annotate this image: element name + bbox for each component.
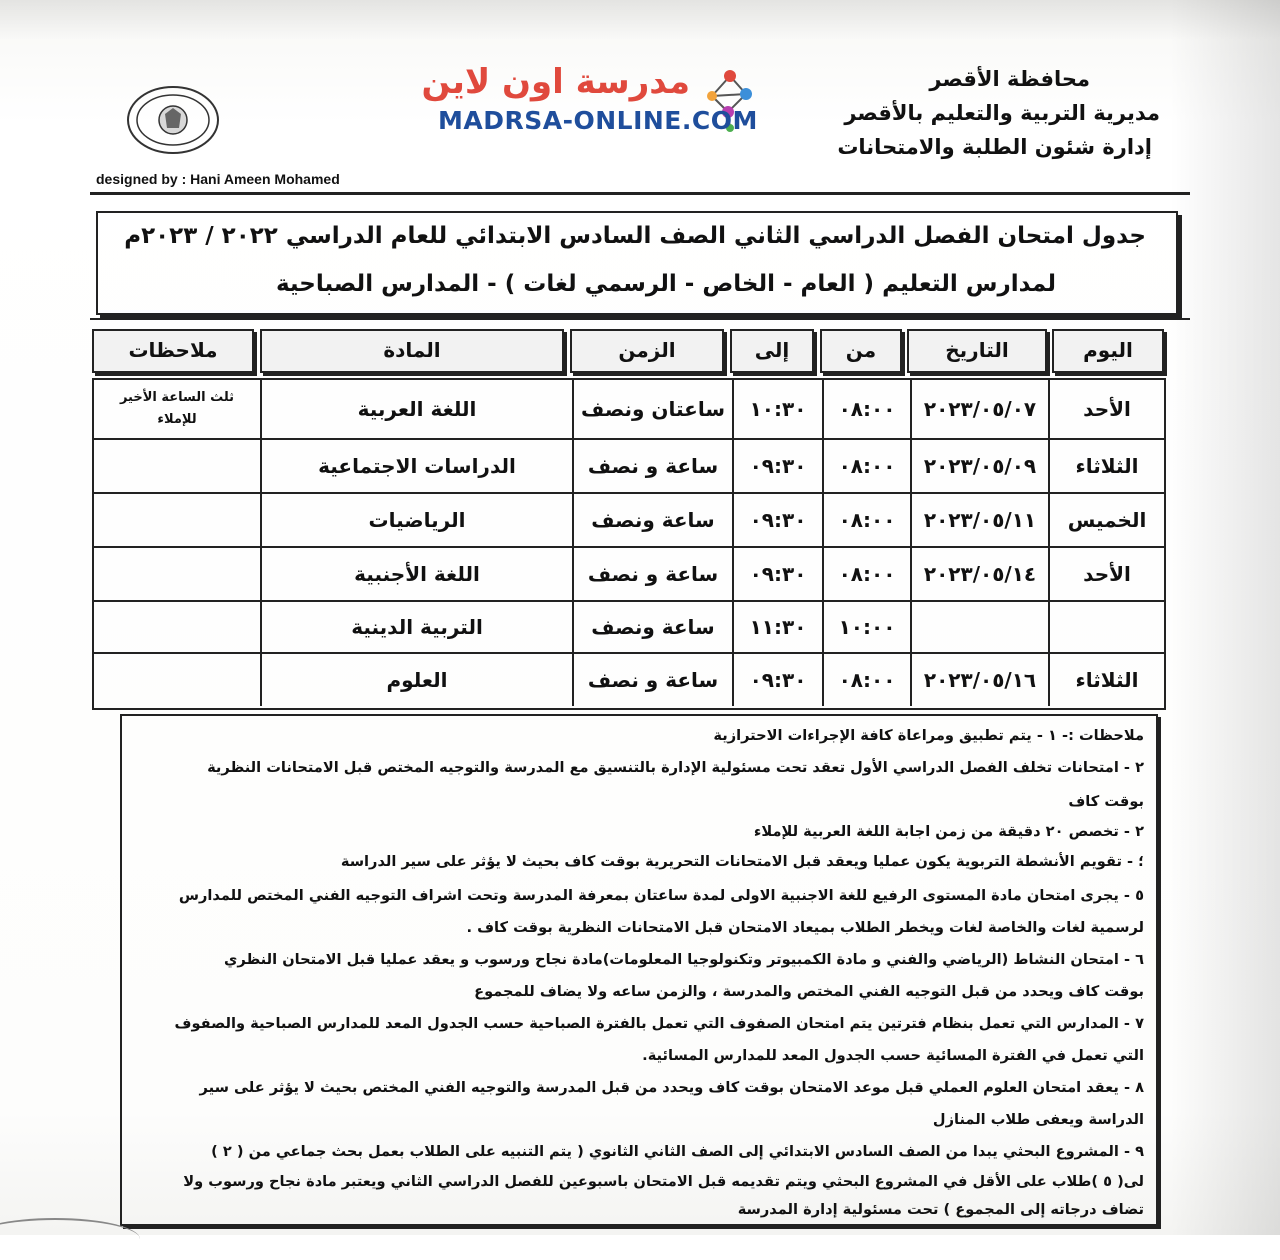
notes-cell-line1: ثلث الساعة الأخير [119, 390, 235, 405]
note-line: الدراسة ويعفى طلاب المنازل [932, 1111, 1144, 1128]
day-cell: الثلاثاء [1048, 440, 1164, 492]
subject-cell: الدراسات الاجتماعية [260, 440, 572, 492]
logo-arabic-text: مدرسة اون لاين [421, 62, 690, 102]
directorate-label: مديرية التربية والتعليم بالأقصر [844, 101, 1160, 125]
note-line: لى( ٥ )طلاب على الأقل في المشروع البحثي ويتم تقديمه قبل الامتحان باسبوعين للفصل الدراسي الثاني ويعتبر مادة نجاح ورسوب ولا [183, 1173, 1144, 1190]
to-cell: ١٠:٣٠ [732, 380, 822, 438]
day-cell: الأحد [1048, 380, 1164, 438]
note-line: لرسمية لغات والخاصة لغات ويخطر الطلاب بميعاد الامتحان قبل الامتحانات النظرية بوقت كاف . [466, 919, 1144, 936]
note-line: ٢ - امتحانات تخلف الفصل الدراسي الأول تعقد تحت مسئولية الإدارة بالتنسيق مع المدرسة والتوجيه المختص قبل الامتحانات النظرية [207, 759, 1144, 776]
notes-cell-line2: للإملاء [157, 412, 197, 427]
date-cell: ٢٠٢٣/٠٥/٠٧ [910, 380, 1048, 438]
to-cell: ٠٩:٣٠ [732, 654, 822, 706]
from-cell: ٠٨:٠٠ [822, 548, 910, 600]
notes-cell [94, 494, 260, 546]
notes-cell [94, 548, 260, 600]
day-cell [1048, 602, 1164, 652]
title-box [96, 211, 1178, 315]
subject-cell: الرياضيات [260, 494, 572, 546]
schedule-title: جدول امتحان الفصل الدراسي الثاني الصف السادس الابتدائي للعام الدراسي ٢٠٢٢ / ٢٠٢٣م [124, 223, 1146, 249]
header-subject: المادة [260, 329, 564, 373]
department-label: إدارة شئون الطلبة والامتحانات [837, 135, 1152, 159]
page-curl [0, 1218, 140, 1260]
to-cell: ١١:٣٠ [732, 602, 822, 652]
date-cell: ٢٠٢٣/٠٥/٠٩ [910, 440, 1048, 492]
note-line: ٦ - امتحان النشاط (الرياضي والفني و مادة الكمبيوتر وتكنولوجيا المعلومات)مادة نجاح ورسوب و يعقد عمليا قبل الامتحان النظري [224, 951, 1144, 968]
date-cell: ٢٠٢٣/٠٥/١١ [910, 494, 1048, 546]
ministry-seal-icon [125, 84, 221, 156]
schedule-subtitle: لمدارس التعليم ( العام - الخاص - الرسمي لغات ) - المدارس الصباحية [275, 271, 1056, 297]
date-cell [910, 602, 1048, 652]
subject-cell: اللغة الأجنبية [260, 548, 572, 600]
designer-credit: designed by : Hani Ameen Mohamed [96, 171, 340, 187]
governorate-label: محافظة الأقصر [929, 67, 1090, 91]
subject-cell: اللغة العربية [260, 380, 572, 438]
table-row [94, 494, 1164, 548]
title-divider [90, 318, 1190, 320]
header-notes: ملاحظات [92, 329, 254, 373]
table-row [94, 654, 1164, 706]
notes-cell [94, 380, 260, 438]
notes-cell [94, 654, 260, 706]
duration-cell: ساعتان ونصف [572, 380, 732, 438]
to-cell: ٠٩:٣٠ [732, 494, 822, 546]
table-row [94, 440, 1164, 494]
note-line: ٢ - تخصص ٢٠ دقيقة من زمن اجابة اللغة العربية للإملاء [753, 823, 1144, 840]
duration-cell: ساعة و نصف [572, 548, 732, 600]
scan-shadow-top [0, 0, 1280, 40]
note-line: تضاف درجاته إلى المجموع ) تحت مسئولية إدارة المدرسة [737, 1201, 1144, 1218]
from-cell: ٠٨:٠٠ [822, 380, 910, 438]
notes-cell [94, 440, 260, 492]
from-cell: ٠٨:٠٠ [822, 654, 910, 706]
to-cell: ٠٩:٣٠ [732, 548, 822, 600]
note-line: ٧ - المدارس التي تعمل بنظام فترتين يتم امتحان الصفوف التي تعمل بالفترة الصباحية حسب الجدول المعد للمدارس الصباحية والصفوف [174, 1015, 1144, 1032]
subject-cell: التربية الدينية [260, 602, 572, 652]
note-line: بوقت كاف ويحدد من قبل التوجيه الفني المختص والمدرسة ، والزمن ساعه ولا يضاف للمجموع [474, 983, 1144, 1000]
header-divider [90, 192, 1190, 195]
note-line: ٨ - يعقد امتحان العلوم العملي قبل موعد الامتحان بوقت كاف ويحدد من قبل المدرسة والتوجيه الفني المختص بحيث لا يؤثر على سير [199, 1079, 1144, 1096]
day-cell: الثلاثاء [1048, 654, 1164, 706]
from-cell: ١٠:٠٠ [822, 602, 910, 652]
header-day: اليوم [1052, 329, 1164, 373]
table-row [94, 602, 1164, 654]
exam-schedule-table [92, 378, 1166, 710]
note-line: ٩ - المشروع البحثي يبدا من الصف السادس الابتدائي إلى الصف الثاني الثانوي ( يتم التنبيه على الطلاب بعمل بحث جماعي من ( ٢ ) [211, 1143, 1144, 1160]
duration-cell: ساعة و نصف [572, 654, 732, 706]
note-line: ملاحظات :- ١ - يتم تطبيق ومراعاة كافة الإجراءات الاحترازية [713, 727, 1144, 744]
table-row [94, 380, 1164, 440]
date-cell: ٢٠٢٣/٠٥/١٤ [910, 548, 1048, 600]
header-authority [820, 62, 1160, 164]
header-from: من [820, 329, 902, 373]
note-line: التي تعمل في الفترة المسائية حسب الجدول المعد للمدارس المسائية. [642, 1047, 1144, 1064]
date-cell: ٢٠٢٣/٠٥/١٦ [910, 654, 1048, 706]
header-to: إلى [730, 329, 814, 373]
duration-cell: ساعة ونصف [572, 494, 732, 546]
table-row [94, 548, 1164, 602]
notes-box [120, 714, 1158, 1226]
day-cell: الأحد [1048, 548, 1164, 600]
duration-cell: ساعة ونصف [572, 602, 732, 652]
from-cell: ٠٨:٠٠ [822, 494, 910, 546]
header-duration: الزمن [570, 329, 724, 373]
header-date: التاريخ [907, 329, 1047, 373]
day-cell: الخميس [1048, 494, 1164, 546]
site-logo [420, 62, 760, 142]
subject-cell: العلوم [260, 654, 572, 706]
from-cell: ٠٨:٠٠ [822, 440, 910, 492]
note-line: بوقت كاف [1068, 793, 1144, 810]
note-line: ٥ - يجرى امتحان مادة المستوى الرفيع للغة الاجنبية الاولى لمدة ساعتان بمعرفة المدرسة وتحت اشراف التوجيه الفني المختص للمدارس [178, 887, 1144, 904]
logo-english-text: MADRSA-ONLINE.COM [438, 106, 758, 135]
note-line: ؛ - تقويم الأنشطة التربوية يكون عمليا ويعقد قبل الامتحانات التحريرية بوقت كاف بحيث لا يؤثر على سير الدراسة [340, 853, 1144, 870]
duration-cell: ساعة و نصف [572, 440, 732, 492]
to-cell: ٠٩:٣٠ [732, 440, 822, 492]
notes-cell [94, 602, 260, 652]
scan-shadow-right [1170, 0, 1280, 1235]
